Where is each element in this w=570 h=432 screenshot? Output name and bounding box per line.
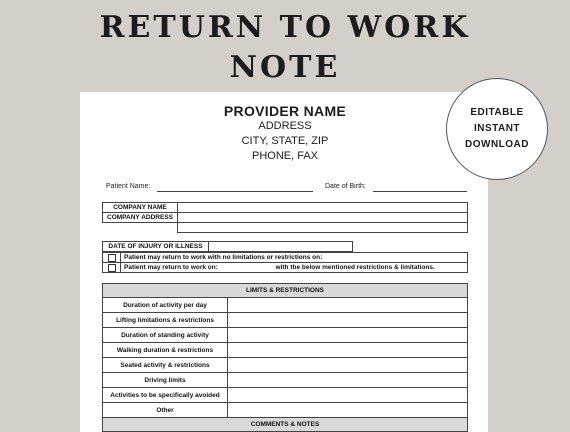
option-2-suffix: with the below mentioned restrictions & limitations. bbox=[275, 264, 435, 271]
limit-field[interactable] bbox=[228, 358, 468, 373]
option-1-checkbox[interactable] bbox=[108, 254, 116, 262]
badge-line-3: DOWNLOAD bbox=[465, 139, 529, 150]
option-2-label: Patient may return to work on: bbox=[124, 264, 218, 271]
badge-line-1: EDITABLE bbox=[470, 107, 524, 118]
company-name-field[interactable] bbox=[178, 203, 468, 213]
option-2-checkbox[interactable] bbox=[108, 264, 116, 272]
limit-label: Duration of standing activity bbox=[103, 328, 228, 343]
limits-title: LIMITS & RESTRICTIONS bbox=[103, 284, 468, 298]
provider-city: CITY, STATE, ZIP bbox=[241, 135, 329, 147]
injury-date-label: DATE OF INJURY OR ILLNESS bbox=[103, 242, 209, 252]
limit-label: Duration of activity per day bbox=[103, 298, 228, 313]
limit-label: Driving limits bbox=[103, 373, 228, 388]
injury-date-table bbox=[102, 241, 353, 252]
company-table bbox=[102, 202, 468, 233]
heading-line-1: RETURN TO WORK bbox=[99, 10, 471, 45]
limit-label: Walking duration & restrictions bbox=[103, 343, 228, 358]
limit-field[interactable] bbox=[228, 343, 468, 358]
patient-name-label: Patient Name: bbox=[106, 183, 151, 190]
company-address-label: COMPANY ADDRESS bbox=[103, 213, 178, 223]
limit-field[interactable] bbox=[228, 328, 468, 343]
patient-name-field[interactable] bbox=[157, 191, 313, 192]
limit-field[interactable] bbox=[228, 388, 468, 403]
limit-label: Seated activity & restrictions bbox=[103, 358, 228, 373]
heading-line-2: NOTE bbox=[229, 50, 341, 85]
comments-title: COMMENTS & NOTES bbox=[103, 418, 468, 432]
return-options-table bbox=[102, 252, 468, 273]
limit-field[interactable] bbox=[228, 313, 468, 328]
limit-field[interactable] bbox=[228, 403, 468, 418]
editable-badge bbox=[446, 78, 548, 180]
company-address-field[interactable] bbox=[178, 213, 468, 223]
limits-table bbox=[102, 283, 468, 432]
provider-phone: PHONE, FAX bbox=[251, 150, 319, 162]
injury-date-field[interactable] bbox=[209, 242, 353, 252]
limit-field[interactable] bbox=[228, 298, 468, 313]
badge-line-2: INSTANT bbox=[473, 123, 521, 134]
provider-address: ADDRESS bbox=[258, 120, 312, 132]
dob-label: Date of Birth: bbox=[325, 183, 366, 190]
company-name-label: COMPANY NAME bbox=[103, 203, 178, 213]
dob-field[interactable] bbox=[373, 191, 467, 192]
option-1-label: Patient may return to work with no limitations or restrictions on: bbox=[121, 253, 468, 263]
limit-label: Other bbox=[103, 403, 228, 418]
company-address-field-2[interactable] bbox=[178, 223, 468, 233]
limit-label: Lifting limitations & restrictions bbox=[103, 313, 228, 328]
provider-block bbox=[80, 103, 490, 164]
limit-field[interactable] bbox=[228, 373, 468, 388]
provider-name: PROVIDER NAME bbox=[223, 103, 347, 119]
limit-label: Activities to be specifically avoided bbox=[103, 388, 228, 403]
